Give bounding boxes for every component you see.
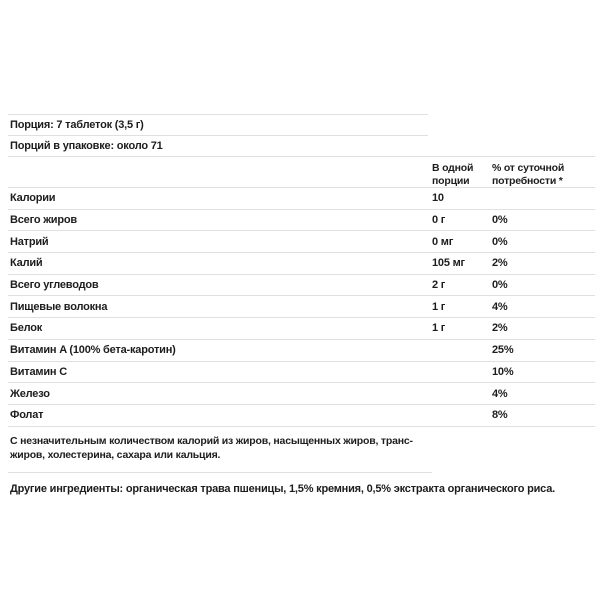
dv-value: 10% — [492, 365, 514, 378]
header-daily-value: % от суточной потребности * — [492, 162, 565, 187]
nutrient-label: Натрий — [10, 235, 49, 248]
serving-info-table — [8, 114, 428, 156]
nutrient-label: Пищевые волокна — [10, 300, 108, 313]
nutrient-label: Всего углеводов — [10, 279, 99, 292]
table-row — [8, 340, 595, 362]
serving-size-row — [8, 114, 428, 135]
table-row — [8, 362, 595, 384]
dv-value: 4% — [492, 387, 508, 400]
dv-value: 0% — [492, 235, 508, 248]
serving-size-text: Порция: 7 таблеток (3,5 г) — [10, 119, 144, 131]
amount-value: 0 г — [432, 214, 446, 227]
amount-value: 105 мг — [432, 257, 465, 270]
amount-value: 1 г — [432, 322, 446, 335]
servings-per-container-text: Порций в упаковке: около 71 — [10, 140, 163, 152]
nutrient-label: Калий — [10, 257, 43, 270]
table-row — [8, 231, 595, 253]
table-row — [8, 383, 595, 405]
dv-value: 8% — [492, 409, 508, 422]
table-row — [8, 253, 595, 275]
table-row — [8, 296, 595, 318]
header-amount: В одной порции — [432, 162, 474, 187]
other-ingredients-text: Другие ингредиенты: органическая трава пшеницы, 1,5% кремния, 0,5% экстракта органического риса. — [10, 482, 556, 495]
table-row — [8, 275, 595, 297]
nutrient-label: Калории — [10, 192, 56, 205]
amount-value: 1 г — [432, 300, 446, 313]
amount-value: 10 — [432, 192, 444, 205]
dv-value: 25% — [492, 344, 514, 357]
nutrient-label: Витамин C — [10, 365, 67, 378]
dv-value: 2% — [492, 257, 508, 270]
nutrient-label: Белок — [10, 322, 43, 335]
nutrition-facts-table — [8, 156, 595, 427]
table-row — [8, 188, 595, 210]
table-row — [8, 405, 595, 427]
dv-value: 0% — [492, 279, 508, 292]
dv-value: 4% — [492, 300, 508, 313]
table-row — [8, 210, 595, 232]
calories-footnote: С незначительным количеством калорий из жиров, насыщенных жиров, транс-жиров, холестерина, сахара или кальция. — [8, 427, 432, 473]
table-header-row — [8, 157, 595, 188]
nutrient-label: Фолат — [10, 409, 44, 422]
nutrient-label: Витамин A (100% бета-каротин) — [10, 344, 176, 357]
nutrient-label: Железо — [10, 387, 50, 400]
nutrient-label: Всего жиров — [10, 214, 77, 227]
amount-value: 0 мг — [432, 235, 454, 248]
dv-value: 0% — [492, 214, 508, 227]
servings-per-container-row — [8, 135, 428, 156]
dv-value: 2% — [492, 322, 508, 335]
table-row — [8, 318, 595, 340]
amount-value: 2 г — [432, 279, 446, 292]
